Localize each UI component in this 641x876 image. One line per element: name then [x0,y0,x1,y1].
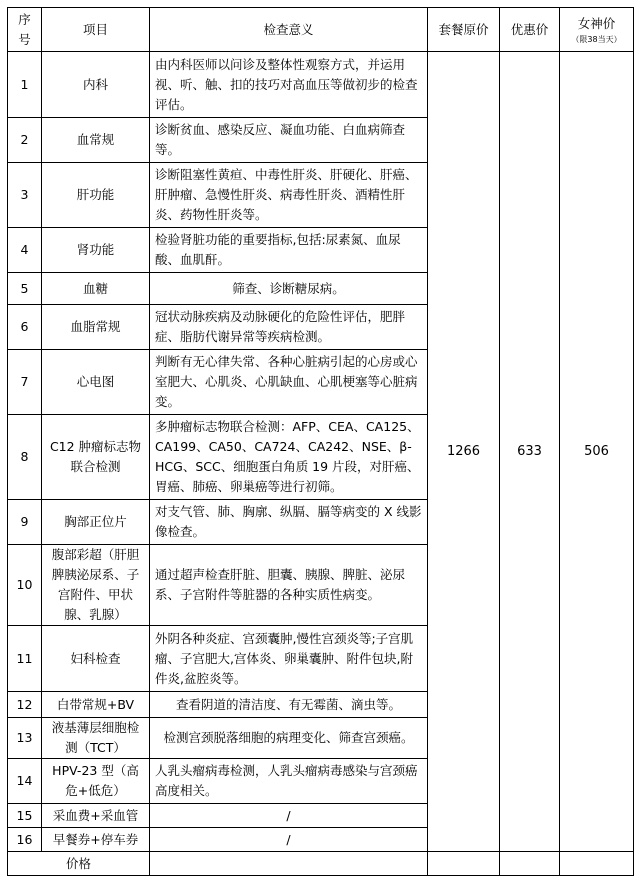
row-description: 查看阴道的清洁度、有无霉菌、滴虫等。 [150,692,428,718]
row-description: 对支气管、肺、胸廓、纵膈、膈等病变的 X 线影像检查。 [150,500,428,545]
package-table [7,7,634,876]
row-item: 肾功能 [42,228,150,273]
row-item: 胸部正位片 [42,500,150,545]
table-row [8,52,634,118]
row-number: 9 [8,500,42,545]
row-description: 人乳头瘤病毒检测，人乳头瘤病毒感染与宫颈癌高度相关。 [150,759,428,804]
row-number: 8 [8,415,42,500]
row-description: 判断有无心律失常、各种心脏病引起的心房或心室肥大、心肌炎、心肌缺血、心肌梗塞等心脏病变。 [150,350,428,415]
row-description: 筛查、诊断糖尿病。 [150,273,428,305]
header-goddess-label: 女神价 [577,16,616,31]
row-description: 检测宫颈脱落细胞的病理变化、筛查宫颈癌。 [150,718,428,759]
row-description: 多肿瘤标志物联合检测：AFP、CEA、CA125、CA199、CA50、CA724、CA242、NSE、β-HCG、SCC、细胞蛋白角质 19 片段，对肝癌、胃癌、肺癌、卵巢癌等进行初筛。 [150,415,428,500]
row-item: 早餐券+停车券 [42,828,150,852]
header-original-price: 套餐原价 [428,8,500,52]
row-number: 12 [8,692,42,718]
row-description: 诊断贫血、感染反应、凝血功能、白血病筛查等。 [150,118,428,163]
row-item: 血常规 [42,118,150,163]
row-item: 肝功能 [42,163,150,228]
original-price-value: 1266 [428,52,500,852]
discount-price-value: 633 [500,52,560,852]
row-item: C12 肿瘤标志物联合检测 [42,415,150,500]
header-goddess-note: （限38当天） [571,35,622,44]
header-item: 项目 [42,8,150,52]
row-number: 3 [8,163,42,228]
row-number: 5 [8,273,42,305]
row-item: 血糖 [42,273,150,305]
row-item: 血脂常规 [42,305,150,350]
row-number: 14 [8,759,42,804]
row-number: 11 [8,626,42,692]
row-number: 2 [8,118,42,163]
row-description: / [150,828,428,852]
row-description: 外阴各种炎症、宫颈囊肿,慢性宫颈炎等;子宫肌瘤、子宫肥大,宫体炎、卵巢囊肿、附件包块,附件炎,盆腔炎等。 [150,626,428,692]
row-number: 16 [8,828,42,852]
goddess-price-value: 506 [560,52,634,852]
row-description: 冠状动脉疾病及动脉硬化的危险性评估，肥胖症、脂肪代谢异常等疾病检测。 [150,305,428,350]
row-item: 腹部彩超（肝胆脾胰泌尿系、子宫附件、甲状腺、乳腺） [42,545,150,626]
row-description: / [150,804,428,828]
row-number: 7 [8,350,42,415]
row-item: 白带常规+BV [42,692,150,718]
table-header-row [8,8,634,52]
row-description: 由内科医师以问诊及整体性观察方式，并运用视、听、触、扣的技巧对高血压等做初步的检查评估。 [150,52,428,118]
price-footer-row [8,852,634,876]
row-number: 1 [8,52,42,118]
row-number: 10 [8,545,42,626]
row-item: 采血费+采血管 [42,804,150,828]
price-footer-empty [560,852,634,876]
price-footer-empty [150,852,428,876]
row-description: 通过超声检查肝脏、胆囊、胰腺、脾脏、泌尿系、子宫附件等脏器的各种实质性病变。 [150,545,428,626]
header-meaning: 检查意义 [150,8,428,52]
row-item: 心电图 [42,350,150,415]
row-description: 诊断阻塞性黄疸、中毒性肝炎、肝硬化、肝癌、肝肿瘤、急慢性肝炎、病毒性肝炎、酒精性肝炎、药物性肝炎等。 [150,163,428,228]
row-item: 内科 [42,52,150,118]
header-seq: 序号 [8,8,42,52]
row-item: HPV-23 型（高危+低危） [42,759,150,804]
row-item: 液基薄层细胞检测（TCT） [42,718,150,759]
price-label: 价格 [8,852,150,876]
price-footer-empty [428,852,500,876]
row-description: 检验肾脏功能的重要指标,包括:尿素氮、血尿酸、血肌酐。 [150,228,428,273]
row-number: 15 [8,804,42,828]
row-number: 6 [8,305,42,350]
header-discount-price: 优惠价 [500,8,560,52]
row-number: 4 [8,228,42,273]
price-footer-empty [500,852,560,876]
row-item: 妇科检查 [42,626,150,692]
row-number: 13 [8,718,42,759]
header-goddess-price [560,8,634,52]
